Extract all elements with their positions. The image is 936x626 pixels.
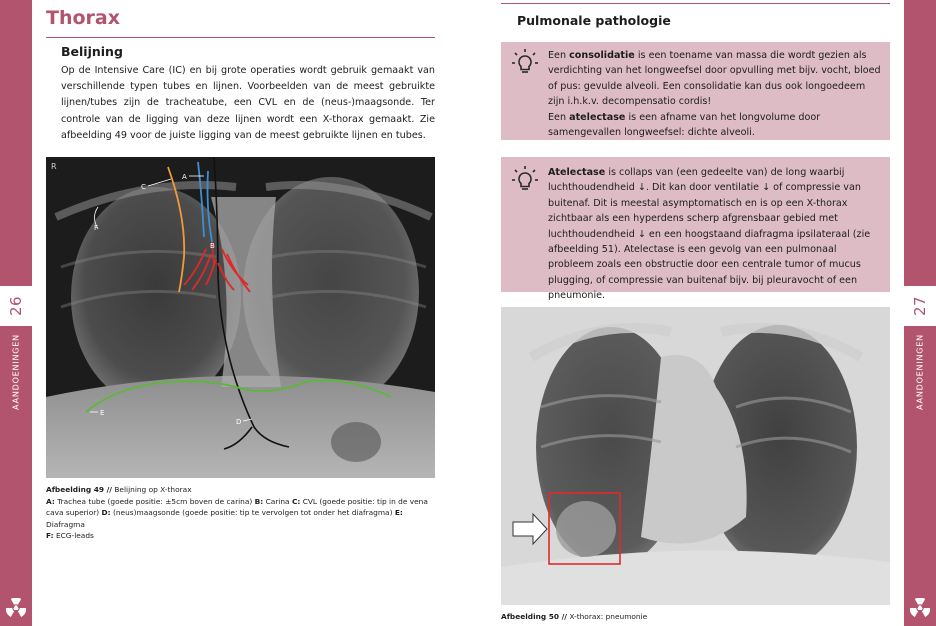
page-number-right: 27: [911, 295, 929, 317]
body-paragraph: Op de Intensive Care (IC) en bij grote operaties wordt gebruik gemaakt van verschillende typen tubes en lijnen. Voorbeelden van de meest gebruikte lijnen/tubes zijn de tracheatube, een CVL en de (neus-)maagsonde. Ter controle van de ligging van deze lijnen wordt een X-thorax gemaakt. Zie afbeelding 49 voor de juiste ligging van de meest gebruikte lijnen en tubes.: [61, 65, 435, 141]
figure-49-caption: [46, 484, 438, 542]
legend-text: Carina: [265, 496, 290, 506]
term-consolidatie: consolidatie: [569, 50, 635, 61]
lightbulb-icon: [510, 165, 540, 195]
label-b: B: [210, 242, 215, 250]
orientation-mark: R: [51, 162, 57, 171]
legend-text: ECG-leads: [55, 531, 94, 540]
caption-title: Afbeelding 50 //: [501, 612, 567, 621]
term-atelectase: atelectase: [569, 111, 626, 123]
label-e: E: [100, 409, 105, 417]
lightbulb-icon: [510, 48, 540, 78]
label-a: A: [182, 173, 187, 181]
left-side-bar: [0, 0, 32, 626]
section-side-label-left: AANDOENINGEN: [11, 334, 21, 410]
label-f: F: [94, 224, 99, 232]
atelectase-text: [548, 165, 882, 304]
section-title: Belijning: [61, 44, 123, 59]
chapter-title: Thorax: [46, 7, 120, 29]
xray-image-pneumonie: [501, 307, 890, 605]
legend-text: Trachea tube (goede positie: ±5cm boven de carina): [57, 496, 253, 506]
info-box-atelectase: [501, 157, 890, 302]
legend-key: F:: [46, 531, 54, 540]
label-d: D: [236, 418, 242, 426]
text-fragment: Een: [548, 50, 570, 61]
caption-subtitle: Belijning op X-thorax: [114, 485, 192, 494]
caption-subtitle: X-thorax: pneumonie: [569, 612, 648, 621]
term-atelectase: Atelectase: [548, 167, 606, 178]
page-number-left: 26: [7, 295, 25, 317]
text-fragment: is een toename van massa die wordt gezien als verdichting van het longweefsel door opvulling met bijv. vocht, bloed of pus: gevulde alveoli. Een consolidatie kan dus ook longoedeem zijn i.h.k.v. decompensatio cordis!: [548, 50, 881, 108]
text-fragment: Een: [548, 111, 570, 123]
radiation-icon: [910, 598, 930, 618]
consolidatie-text: [548, 48, 882, 140]
legend-key: C:: [291, 496, 301, 506]
title-rule: [46, 37, 435, 38]
legend-text: (neus)maagsonde (goede positie: tip te vervolgen tot onder het diafragma): [112, 508, 393, 517]
label-c: C: [141, 183, 146, 191]
text-fragment: is een afname van het longvolume door samengevallen longweefsel: dichte alveoli.: [548, 111, 821, 139]
page-number-tab: [904, 286, 936, 326]
legend-key: B:: [254, 496, 264, 506]
xray-image-belijning: [46, 157, 435, 478]
page-number-tab: [0, 286, 32, 326]
section-title: Pulmonale pathologie: [517, 13, 671, 28]
right-side-bar: [904, 0, 936, 626]
section-side-label-right: AANDOENINGEN: [915, 334, 925, 410]
info-box-consolidatie: [501, 42, 890, 140]
radiation-icon: [6, 598, 26, 618]
figure-50-caption: [501, 612, 647, 621]
title-rule: [501, 3, 890, 4]
legend-key: A:: [46, 496, 55, 506]
caption-title: Afbeelding 49 //: [46, 485, 112, 494]
text-fragment: is collaps van (een gedeelte van) de long waarbij luchthoudendheid ↓. Dit kan door ventilatie ↓ of compressie van buitenaf. Dit is meestal asymptomatisch en is op een X-thorax zichtbaar als een hyperdens scherp afgrensbaar gebied met luchthoudendheid ↓ en een hoogstaand diafragma ipsilateraal (zie afbeelding 51). Atelectase is een gevolg van een pulmonaal probleem zoals een obstructie door een centrale tumor of mucus plugging, of compressie van buitenaf bijv. bij pleuravocht of een pneumonie.: [548, 167, 871, 302]
legend-text: CVL (goede positie: tip in de vena cava superior): [46, 496, 428, 517]
legend-key: D:: [101, 508, 111, 517]
legend-key: E:: [394, 508, 403, 517]
legend-text: Diafragma: [46, 519, 85, 529]
